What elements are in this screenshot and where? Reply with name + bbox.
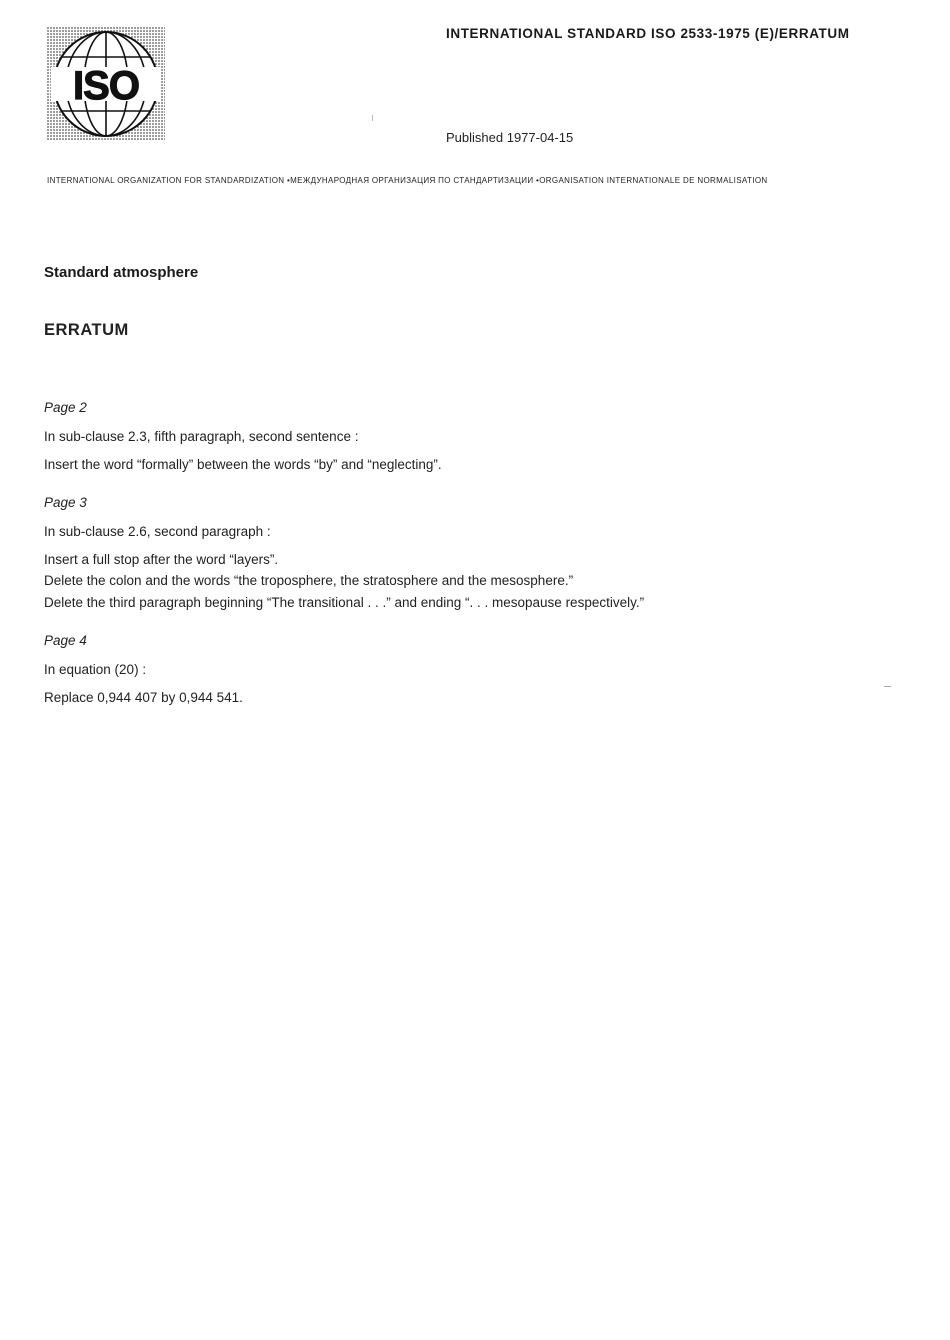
document-subtitle: ERRATUM [44, 321, 129, 339]
scan-mark [884, 686, 891, 687]
iso-logo-text: ISO [73, 64, 139, 108]
iso-globe-icon [47, 27, 165, 141]
document-title: Standard atmosphere [44, 264, 199, 281]
erratum-line: Delete the colon and the words “the troposphere, the stratosphere and the mesosphere.” [44, 573, 574, 588]
erratum-line: In equation (20) : [44, 662, 147, 677]
page-label: Page 3 [44, 495, 87, 510]
page-label: Page 2 [44, 400, 87, 415]
published-date: Published 1977-04-15 [446, 130, 574, 145]
erratum-line: Insert the word “formally” between the words “by” and “neglecting”. [44, 457, 442, 472]
standard-reference: INTERNATIONAL STANDARD ISO 2533-1975 (E)/ERRATUM [446, 26, 850, 41]
organization-line: INTERNATIONAL ORGANIZATION FOR STANDARDIZATION •МЕЖДУНАРОДНАЯ ОРГАНИЗАЦИЯ ПО СТАНДАРТИЗАЦИИ •ORGANISATION INTERNATIONALE DE NORMALISATION [47, 176, 768, 185]
erratum-line: Insert a full stop after the word “layers”. [44, 552, 279, 567]
erratum-line: In sub-clause 2.3, fifth paragraph, second sentence : [44, 429, 359, 444]
page-label: Page 4 [44, 633, 87, 648]
iso-logo [47, 27, 165, 141]
scan-mark [372, 115, 373, 121]
erratum-line: In sub-clause 2.6, second paragraph : [44, 524, 271, 539]
erratum-line: Delete the third paragraph beginning “The transitional . . .” and ending “. . . mesopause respectively.” [44, 595, 645, 610]
erratum-line: Replace 0,944 407 by 0,944 541. [44, 690, 243, 705]
